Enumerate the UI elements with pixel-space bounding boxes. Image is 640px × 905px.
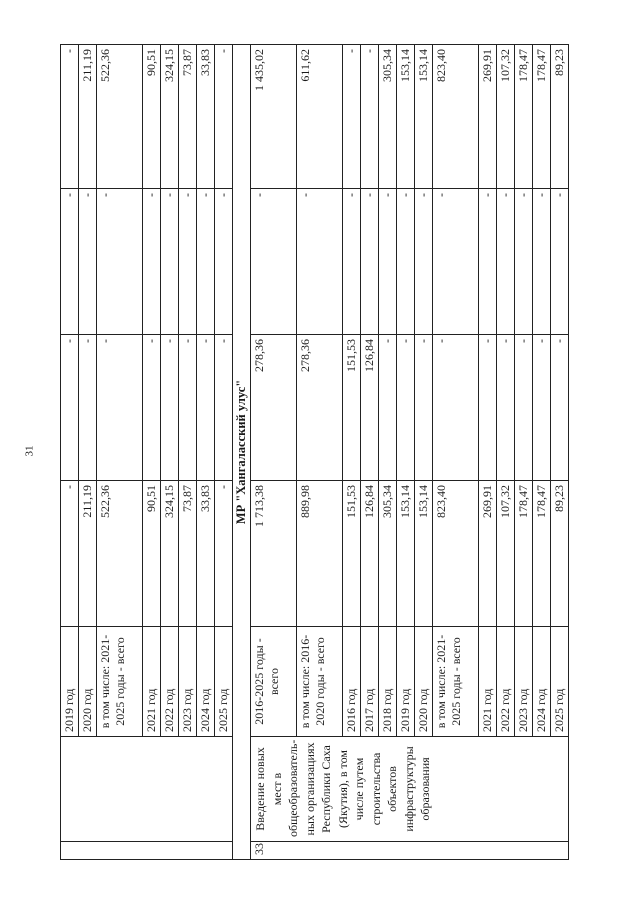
total-cell: 178,47 [515, 481, 533, 627]
local-cell: - [143, 189, 161, 335]
total-cell: 324,15 [161, 481, 179, 627]
period-cell: 2025 год [551, 627, 569, 737]
federal-cell: - [379, 335, 397, 481]
table-row [61, 45, 79, 860]
extra-cell: 522,36 [97, 45, 143, 189]
period-cell: 2025 год [215, 627, 233, 737]
total-cell: 522,36 [97, 481, 143, 627]
total-cell: 823,40 [433, 481, 479, 627]
federal-cell: - [497, 335, 515, 481]
period-cell: 2024 год [533, 627, 551, 737]
local-cell: - [479, 189, 497, 335]
period-cell: 2021 год [479, 627, 497, 737]
federal-cell: - [215, 335, 233, 481]
extra-cell: 33,83 [197, 45, 215, 189]
local-cell: - [297, 189, 343, 335]
federal-cell: - [161, 335, 179, 481]
federal-cell: - [397, 335, 415, 481]
local-cell: - [161, 189, 179, 335]
extra-cell: 89,23 [551, 45, 569, 189]
extra-cell: 324,15 [161, 45, 179, 189]
local-cell: - [251, 189, 297, 335]
federal-cell: 278,36 [251, 335, 297, 481]
period-cell: 2023 год [179, 627, 197, 737]
total-cell: - [61, 481, 79, 627]
extra-cell: 211,19 [79, 45, 97, 189]
federal-cell: 278,36 [297, 335, 343, 481]
region-title: МР "Хангаласский улус" [233, 45, 251, 860]
period-cell: 2023 год [515, 627, 533, 737]
period-cell: 2024 год [197, 627, 215, 737]
extra-cell: 269,91 [479, 45, 497, 189]
period-cell: 2016-2025 годы - всего [251, 627, 297, 737]
federal-cell: - [551, 335, 569, 481]
federal-cell: - [79, 335, 97, 481]
local-cell: - [197, 189, 215, 335]
extra-cell: - [343, 45, 361, 189]
period-cell: 2022 год [161, 627, 179, 737]
period-cell: 2019 год [397, 627, 415, 737]
federal-cell: - [97, 335, 143, 481]
local-cell: - [215, 189, 233, 335]
extra-cell: 153,14 [415, 45, 433, 189]
federal-cell: - [197, 335, 215, 481]
federal-cell: - [61, 335, 79, 481]
table-row [251, 45, 297, 860]
period-cell: в том числе: 2021-2025 годы - всего [97, 627, 143, 737]
extra-cell: 178,47 [515, 45, 533, 189]
federal-cell: - [515, 335, 533, 481]
federal-cell: 151,53 [343, 335, 361, 481]
local-cell: - [397, 189, 415, 335]
page-number: 31 [23, 445, 36, 457]
period-cell: в том числе: 2021-2025 годы - всего [433, 627, 479, 737]
region-header-row [233, 45, 251, 860]
total-cell: 889,98 [297, 481, 343, 627]
period-cell: 2021 год [143, 627, 161, 737]
item-name-cell [61, 737, 233, 842]
local-cell: - [433, 189, 479, 335]
total-cell: 178,47 [533, 481, 551, 627]
local-cell: - [361, 189, 379, 335]
local-cell: - [533, 189, 551, 335]
local-cell: - [61, 189, 79, 335]
period-cell: 2020 год [415, 627, 433, 737]
local-cell: - [97, 189, 143, 335]
extra-cell: 178,47 [533, 45, 551, 189]
extra-cell: 1 435,02 [251, 45, 297, 189]
period-cell: 2020 год [79, 627, 97, 737]
row-number-cell: 33 [251, 842, 569, 860]
extra-cell: - [215, 45, 233, 189]
extra-cell: 107,32 [497, 45, 515, 189]
period-cell: 2018 год [379, 627, 397, 737]
period-cell: в том числе: 2016-2020 годы - всего [297, 627, 343, 737]
funding-table [60, 44, 569, 860]
extra-cell: 73,87 [179, 45, 197, 189]
local-cell: - [179, 189, 197, 335]
total-cell: 1 713,38 [251, 481, 297, 627]
total-cell: 107,32 [497, 481, 515, 627]
federal-cell: - [179, 335, 197, 481]
federal-cell: - [433, 335, 479, 481]
period-cell: 2019 год [61, 627, 79, 737]
total-cell: 126,84 [361, 481, 379, 627]
total-cell: 269,91 [479, 481, 497, 627]
period-cell: 2017 год [361, 627, 379, 737]
total-cell: 153,14 [397, 481, 415, 627]
total-cell: - [215, 481, 233, 627]
federal-cell: 126,84 [361, 335, 379, 481]
extra-cell: 90,51 [143, 45, 161, 189]
table-body [61, 45, 569, 860]
federal-cell: - [533, 335, 551, 481]
local-cell: - [515, 189, 533, 335]
total-cell: 305,34 [379, 481, 397, 627]
period-cell: 2016 год [343, 627, 361, 737]
extra-cell: 153,14 [397, 45, 415, 189]
total-cell: 89,23 [551, 481, 569, 627]
extra-cell: 611,62 [297, 45, 343, 189]
local-cell: - [497, 189, 515, 335]
extra-cell: 823,40 [433, 45, 479, 189]
rotated-page [60, 45, 608, 860]
total-cell: 73,87 [179, 481, 197, 627]
local-cell: - [551, 189, 569, 335]
extra-cell: 305,34 [379, 45, 397, 189]
total-cell: 211,19 [79, 481, 97, 627]
total-cell: 33,83 [197, 481, 215, 627]
federal-cell: - [479, 335, 497, 481]
federal-cell: - [143, 335, 161, 481]
total-cell: 151,53 [343, 481, 361, 627]
local-cell: - [379, 189, 397, 335]
total-cell: 153,14 [415, 481, 433, 627]
total-cell: 90,51 [143, 481, 161, 627]
item-name-cell: Введение новых мест в общеобразователь-ных организациях Республики Саха (Якутия), в том числе путем строительства объектов инфраструктуры образования [251, 737, 569, 842]
local-cell: - [79, 189, 97, 335]
extra-cell: - [61, 45, 79, 189]
local-cell: - [343, 189, 361, 335]
row-number-cell [61, 842, 233, 860]
federal-cell: - [415, 335, 433, 481]
period-cell: 2022 год [497, 627, 515, 737]
extra-cell: - [361, 45, 379, 189]
local-cell: - [415, 189, 433, 335]
